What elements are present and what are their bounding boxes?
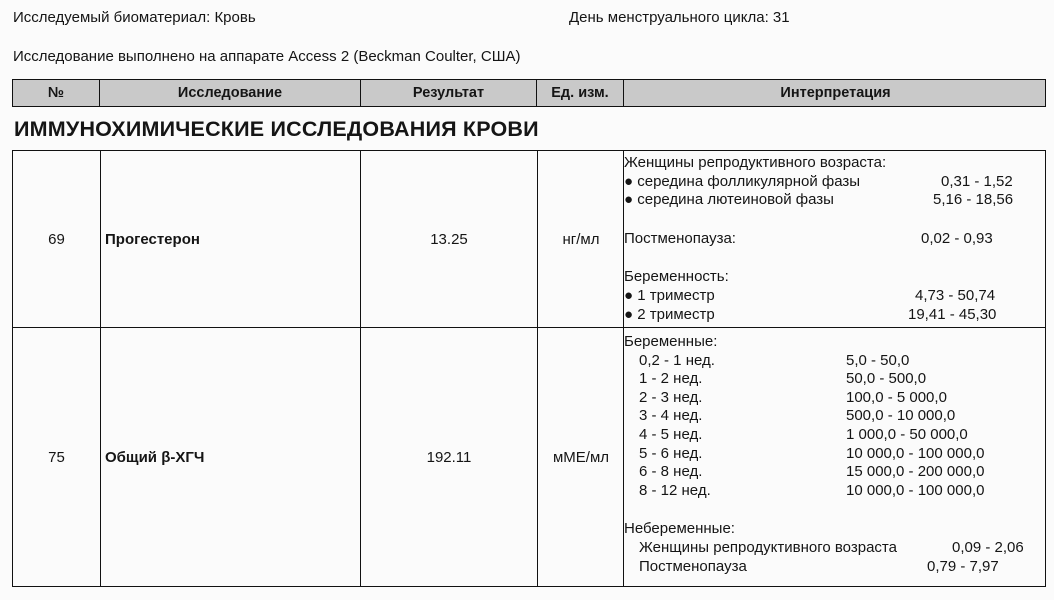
interp-label: Женщины репродуктивного возраста bbox=[639, 538, 897, 556]
interp-label: ● 2 триместр bbox=[624, 305, 715, 323]
interp-value: 0,79 - 7,97 bbox=[927, 557, 999, 575]
interp-label: Постменопауза: bbox=[624, 229, 736, 247]
interp-value: 0,09 - 2,06 bbox=[952, 538, 1024, 556]
interp-value: 5,0 - 50,0 bbox=[846, 351, 910, 369]
interp-heading: Женщины репродуктивного возраста: bbox=[624, 154, 887, 171]
interp-value: 0,02 - 0,93 bbox=[921, 229, 993, 247]
row-result: 192.11 bbox=[426, 448, 472, 466]
interp-value: 19,41 - 45,30 bbox=[908, 305, 997, 323]
interp-value: 15 000,0 - 200 000,0 bbox=[846, 463, 985, 481]
row-num: 69 bbox=[48, 230, 65, 248]
interp-value: 10 000,0 - 100 000,0 bbox=[846, 481, 985, 499]
header-unit: Ед. изм. bbox=[537, 80, 624, 106]
interp-label: ● середина лютеиновой фазы bbox=[624, 191, 834, 209]
interp-heading: Небеременные: bbox=[624, 520, 735, 538]
interp-label: ● 1 триместр bbox=[624, 286, 715, 304]
interp-value: 50,0 - 500,0 bbox=[846, 370, 927, 388]
interp-value: 4,73 - 50,74 bbox=[915, 286, 996, 304]
section-title: ИММУНОХИМИЧЕСКИЕ ИССЛЕДОВАНИЯ КРОВИ bbox=[14, 117, 539, 141]
results-table bbox=[12, 150, 1046, 587]
interp-label: 5 - 6 нед. bbox=[639, 444, 703, 462]
interp-label: ● середина фолликулярной фазы bbox=[624, 172, 861, 190]
interp-value: 100,0 - 5 000,0 bbox=[846, 388, 947, 406]
row-num: 75 bbox=[48, 448, 65, 466]
row-unit: нг/мл bbox=[562, 230, 600, 248]
interp-label: Постменопауза bbox=[639, 557, 747, 575]
interpretation bbox=[624, 333, 1042, 576]
row-test: Общий β-ХГЧ bbox=[105, 448, 205, 466]
interp-label: 0,2 - 1 нед. bbox=[639, 351, 715, 369]
header-result: Результат bbox=[361, 80, 537, 106]
interp-value: 1 000,0 - 50 000,0 bbox=[846, 425, 968, 443]
device-text: Исследование выполнено на аппарате Access 2 (Beckman Coulter, США) bbox=[13, 48, 521, 65]
interp-value: 5,16 - 18,56 bbox=[933, 191, 1014, 209]
interp-label: 6 - 8 нед. bbox=[639, 463, 703, 481]
interp-label: 1 - 2 нед. bbox=[639, 370, 703, 388]
interp-label: 3 - 4 нед. bbox=[639, 407, 703, 425]
header-num: № bbox=[13, 80, 100, 106]
row-unit: мМЕ/мл bbox=[552, 448, 610, 466]
row-test: Прогестерон bbox=[105, 230, 200, 248]
interp-value: 500,0 - 10 000,0 bbox=[846, 407, 956, 425]
header-test: Исследование bbox=[100, 80, 361, 106]
table-header bbox=[12, 79, 1046, 107]
header-interp: Интерпретация bbox=[780, 85, 891, 101]
row-result: 13.25 bbox=[430, 230, 468, 248]
interp-label: 4 - 5 нед. bbox=[639, 425, 703, 443]
interp-label: 2 - 3 нед. bbox=[639, 388, 703, 406]
biomaterial-text: Исследуемый биоматериал: Кровь bbox=[13, 9, 256, 26]
interp-value: 10 000,0 - 100 000,0 bbox=[846, 444, 985, 462]
cycle-day-text: День менструального цикла: 31 bbox=[569, 9, 790, 26]
interp-value: 0,31 - 1,52 bbox=[941, 172, 1013, 190]
interp-heading: Беременные: bbox=[624, 333, 718, 350]
interp-heading: Беременность: bbox=[624, 268, 729, 286]
interp-label: 8 - 12 нед. bbox=[639, 481, 711, 499]
table-divider bbox=[100, 151, 101, 586]
interpretation bbox=[624, 154, 1042, 324]
